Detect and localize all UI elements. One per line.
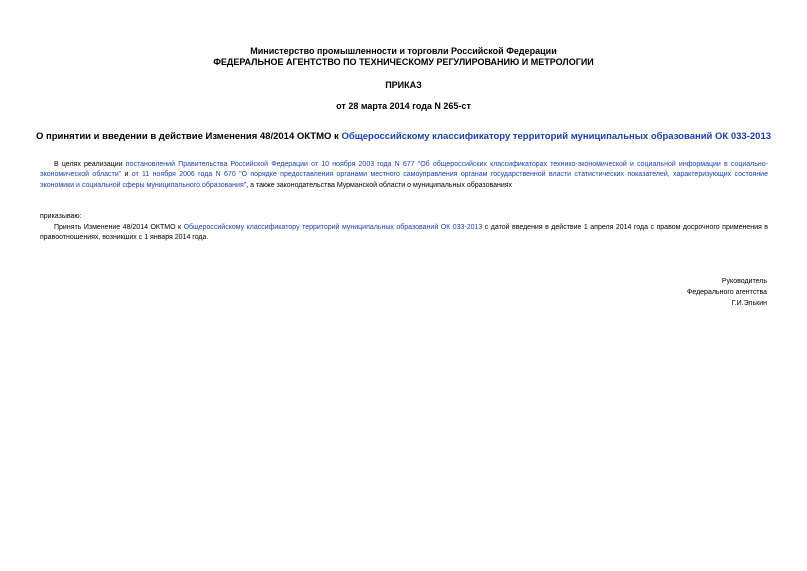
operative-paragraph bbox=[40, 223, 768, 244]
preamble-tail: , а также законодательства Мурманской области о муниципальных образованиях bbox=[246, 181, 513, 189]
classifier-link[interactable]: Общероссийскому классификатору территорий муниципальных образований ОК 033-2013 bbox=[341, 131, 772, 142]
resolution-670-link[interactable]: от 11 ноября 2006 года N 670 "О порядке предоставления органами местного самоуправления органам государственной власти статистических показателей, характеризующих состояние экономики и социальной сферы муниципального образования" bbox=[40, 171, 768, 189]
signature-name: Г.И.Элькин bbox=[731, 300, 767, 307]
operative-lead: Принять Изменение 48/2014 ОКТМО к bbox=[54, 224, 184, 231]
signature-organization: Федерального агентства bbox=[687, 289, 767, 296]
order-date-number: от 28 марта 2014 года N 265-ст bbox=[336, 101, 471, 111]
order-type-heading: ПРИКАЗ bbox=[385, 80, 422, 90]
decree-title-prefix: О принятии и введении в действие Изменения 48/2014 ОКТМО к bbox=[35, 131, 342, 142]
preamble-lead: В целях реализации bbox=[54, 161, 126, 168]
resolution-677-link[interactable]: постановлений Правительства Российской Федерации от 10 ноября 2003 года N 677 "Об общероссийских классификаторах технико-экономической и социальной информации в социально-экономической области" bbox=[40, 161, 768, 179]
ministry-heading: Министерство промышленности и торговли Российской Федерации bbox=[250, 46, 557, 56]
agency-heading: ФЕДЕРАЛЬНОЕ АГЕНТСТВО ПО ТЕХНИЧЕСКОМУ РЕГУЛИРОВАНИЮ И МЕТРОЛОГИИ bbox=[213, 57, 594, 67]
preamble-mid: и bbox=[121, 171, 132, 179]
decree-title bbox=[0, 131, 807, 142]
order-word: приказываю: bbox=[40, 213, 82, 220]
preamble-paragraph bbox=[40, 160, 768, 191]
signature-position: Руководитель bbox=[721, 278, 767, 285]
operative-classifier-link[interactable]: Общероссийскому классификатору территорий муниципальных образований ОК 033-2013 bbox=[183, 224, 483, 231]
operative-tail: с датой введения в действие 1 апреля 2014 года с правом досрочного применения в правоотношениях, возникших с 1 января 2014 года. bbox=[40, 224, 768, 242]
